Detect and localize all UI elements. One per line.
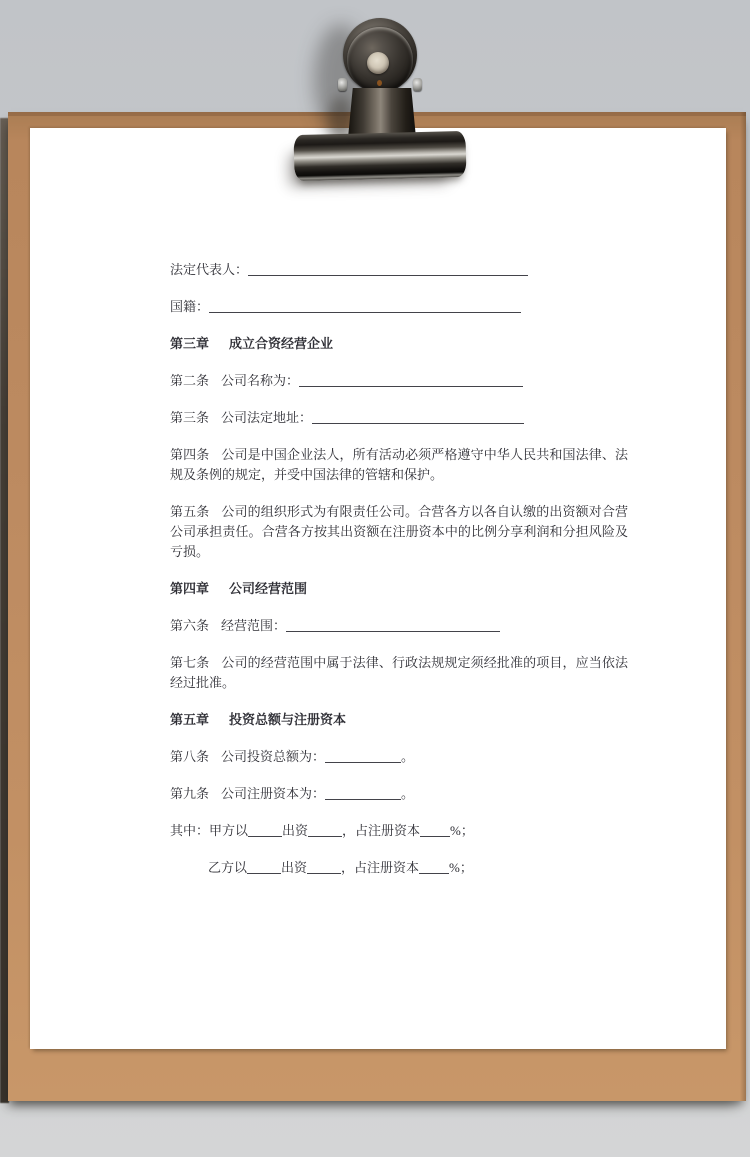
- fill-in-blank: [307, 860, 341, 874]
- block-chapter-3: [170, 334, 628, 354]
- clause-number: 第四条: [170, 447, 210, 462]
- chapter-number: 第三章: [170, 336, 210, 351]
- block-clause-5-organization-form: [170, 502, 628, 562]
- chapter-number: 第四章: [170, 581, 210, 596]
- clause-number: 第三条: [170, 410, 210, 425]
- block-chapter-5: [170, 710, 628, 730]
- block-capital-party-a: [170, 821, 628, 841]
- segment-text: ，占注册资本: [342, 823, 421, 838]
- clipboard: [8, 112, 746, 1101]
- fill-in-blank: [247, 860, 281, 874]
- chapter-title: 成立合资经营企业: [229, 336, 334, 351]
- fill-in-blank: [420, 823, 450, 837]
- block-chapter-4: [170, 579, 628, 599]
- clause-number: 第九条: [170, 786, 210, 801]
- clip-ear-left-icon: [338, 78, 347, 91]
- block-legal-representative: [170, 260, 628, 280]
- segment-text: 乙方以: [208, 860, 248, 875]
- clause-number: 第八条: [170, 749, 210, 764]
- block-nationality: [170, 297, 628, 317]
- segment-text: %；: [450, 823, 474, 838]
- document-body: [170, 260, 628, 895]
- clip-neck-icon: [348, 88, 416, 138]
- clip-ear-right-icon: [413, 78, 422, 91]
- clause-suffix: 。: [401, 786, 415, 801]
- clause-text: 公司是中国企业法人，所有活动必须严格遵守中华人民共和国法律、法规及条例的规定，并受中国法律的管辖和保护。: [170, 447, 628, 482]
- clause-label: 公司名称为：: [221, 373, 300, 388]
- segment-text: %；: [449, 860, 473, 875]
- segment-text: ，占注册资本: [341, 860, 420, 875]
- clause-label: 公司法定地址：: [221, 410, 313, 425]
- block-clause-9-registered-capital: [170, 784, 628, 804]
- fill-in-blank: [308, 823, 342, 837]
- segment-text: 出资: [282, 823, 309, 838]
- clause-label: 经营范围：: [221, 618, 287, 633]
- field-label: 国籍：: [170, 299, 210, 314]
- clause-text: 公司的组织形式为有限责任公司。合营各方以各自认缴的出资额对合营公司承担责任。合营各方按其出资额在注册资本中的比例分享利润和分担风险及亏损。: [170, 504, 628, 559]
- clause-text: 公司的经营范围中属于法律、行政法规规定须经批准的项目，应当依法经过批准。: [170, 655, 628, 690]
- clause-number: 第五条: [170, 504, 210, 519]
- fill-in-blank: [248, 823, 282, 837]
- chapter-title: 投资总额与注册资本: [229, 712, 347, 727]
- segment-text: 其中：甲方以: [170, 823, 249, 838]
- block-clause-7-approval: [170, 653, 628, 693]
- fill-in-blank: [325, 786, 401, 800]
- clip-jaw-bar-icon: [293, 131, 466, 181]
- clause-suffix: 。: [401, 749, 415, 764]
- chapter-number: 第五章: [170, 712, 210, 727]
- clause-number: 第七条: [170, 655, 210, 670]
- fill-in-blank: [286, 618, 500, 632]
- block-capital-party-b: [170, 858, 628, 878]
- fill-in-blank: [419, 860, 449, 874]
- block-clause-3-legal-address: [170, 408, 628, 428]
- fill-in-blank: [248, 262, 528, 276]
- fill-in-blank: [312, 410, 524, 424]
- block-clause-8-total-investment: [170, 747, 628, 767]
- clause-number: 第二条: [170, 373, 210, 388]
- clause-label: 公司投资总额为：: [221, 749, 326, 764]
- field-label: 法定代表人：: [170, 262, 249, 277]
- block-clause-6-business-scope: [170, 616, 628, 636]
- clause-number: 第六条: [170, 618, 210, 633]
- fill-in-blank: [325, 749, 401, 763]
- chapter-title: 公司经营范围: [229, 581, 308, 596]
- clip-rivet-icon: [377, 80, 382, 86]
- fill-in-blank: [299, 373, 523, 387]
- clause-label: 公司注册资本为：: [221, 786, 326, 801]
- segment-text: 出资: [281, 860, 308, 875]
- fill-in-blank: [209, 299, 521, 313]
- document-page: [30, 128, 726, 1049]
- block-clause-2-company-name: [170, 371, 628, 391]
- block-clause-4-legal-person: [170, 445, 628, 485]
- clip-knob-hole-icon: [367, 52, 389, 74]
